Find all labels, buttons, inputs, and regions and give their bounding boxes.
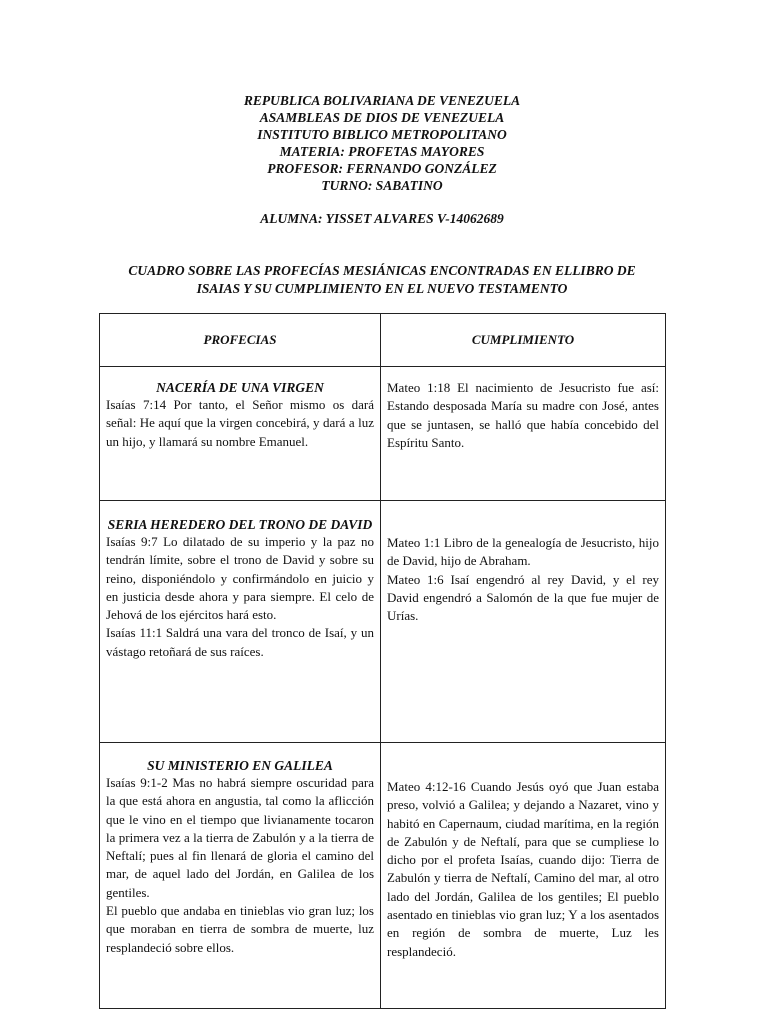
prophecy-title: SU MINISTERIO EN GALILEA — [147, 758, 333, 773]
header-line-church: ASAMBLEAS DE DIOS DE VENEZUELA — [259, 110, 505, 125]
prophecy-cell — [100, 743, 381, 1009]
fulfillment-cell — [381, 367, 666, 501]
table-title — [100, 262, 664, 298]
prophecy-text: Isaías 7:14 Por tanto, el Señor mismo os dará señal: He aquí que la virgen concebirá, y dará a luz un hijo, y llamará su nombre Emanuel. — [106, 397, 374, 449]
fulfillment-text: Mateo 1:6 Isaí engendró al rey David, y el rey David engendró a Salomón de la que fue mujer de Urías. — [387, 571, 659, 624]
header-line-subject: MATERIA: PROFETAS MAYORES — [279, 144, 485, 159]
fulfillment-cell — [381, 743, 666, 1009]
prophecy-text: Isaías 11:1 Saldrá una vara del tronco de Isaí, y un vástago retoñará de sus raíces. — [106, 625, 374, 659]
prophecy-text: Isaías 9:7 Lo dilatado de su imperio y la paz no tendrán límite, sobre el trono de David y sobre su reino, disponiéndolo y confirmándolo en juicio y en justicia desde ahora y para siempre. El celo de Jehová de los ejércitos hará esto. — [106, 534, 374, 623]
header-line-professor: PROFESOR: FERNANDO GONZÁLEZ — [267, 161, 497, 176]
fulfillment-text: Mateo 1:18 El nacimiento de Jesucristo fue así: Estando desposada María su madre con José, antes que se juntasen, se halló que había concebido del Espíritu Santo. — [387, 380, 659, 450]
document-header — [100, 92, 664, 194]
fulfillment-text: Mateo 1:1 Libro de la genealogía de Jesucristo, hijo de David, hijo de Abraham. — [387, 535, 659, 569]
table-row — [100, 501, 666, 743]
column-header-fulfillment: CUMPLIMIENTO — [381, 314, 666, 367]
column-header-prophecies: PROFECIAS — [100, 314, 381, 367]
prophecy-cell — [100, 501, 381, 743]
header-line-country: REPUBLICA BOLIVARIANA DE VENEZUELA — [243, 93, 521, 108]
student-name: ALUMNA: YISSET ALVARES V-14062689 — [260, 211, 504, 226]
table-title-line-1: CUADRO SOBRE LAS PROFECÍAS MESIÁNICAS ENCONTRADAS EN ELLIBRO DE — [128, 263, 636, 278]
header-line-shift: TURNO: SABATINO — [321, 178, 443, 193]
table-title-line-2: ISAIAS Y SU CUMPLIMIENTO EN EL NUEVO TESTAMENTO — [196, 281, 568, 296]
fulfillment-text: Mateo 4:12-16 Cuando Jesús oyó que Juan estaba preso, volvió a Galilea; y dejando a Nazaret, vino y habitó en Capernaum, ciudad marítima, en la región de Zabulón y de Neftalí, para que se cumpliese lo dicho por el profeta Isaías, cuando dijo: Tierra de Zabulón y tierra de Neftalí, Camino del mar, al otro lado del Jordán, Galilea de los gentiles; El pueblo asentado en tinieblas vio gran luz; Y a los asentados en región de sombra de muerte, Luz les resplandeció. — [387, 779, 659, 959]
prophecy-cell — [100, 367, 381, 501]
header-line-institute: INSTITUTO BIBLICO METROPOLITANO — [257, 127, 507, 142]
prophecy-text: El pueblo que andaba en tinieblas vio gran luz; los que moraban en tierra de sombra de muerte, luz resplandeció sobre ellos. — [106, 903, 374, 955]
prophecy-table — [99, 313, 666, 1009]
prophecy-title: SERIA HEREDERO DEL TRONO DE DAVID — [107, 517, 373, 532]
prophecy-title: NACERÍA DE UNA VIRGEN — [156, 380, 324, 395]
prophecy-text: Isaías 9:1-2 Mas no habrá siempre oscuridad para la que está ahora en angustia, tal como la aflicción que le vino en el tiempo que livianamente tocaron la primera vez a la tierra de Zabulón y a la tierra de Neftalí; pues al fin llenará de gloria el camino del mar, de aquel lado del Jordán, en Galilea de los gentiles. — [106, 775, 374, 900]
table-row — [100, 367, 666, 501]
table-header-row — [100, 314, 666, 367]
fulfillment-cell — [381, 501, 666, 743]
table-row — [100, 743, 666, 1009]
